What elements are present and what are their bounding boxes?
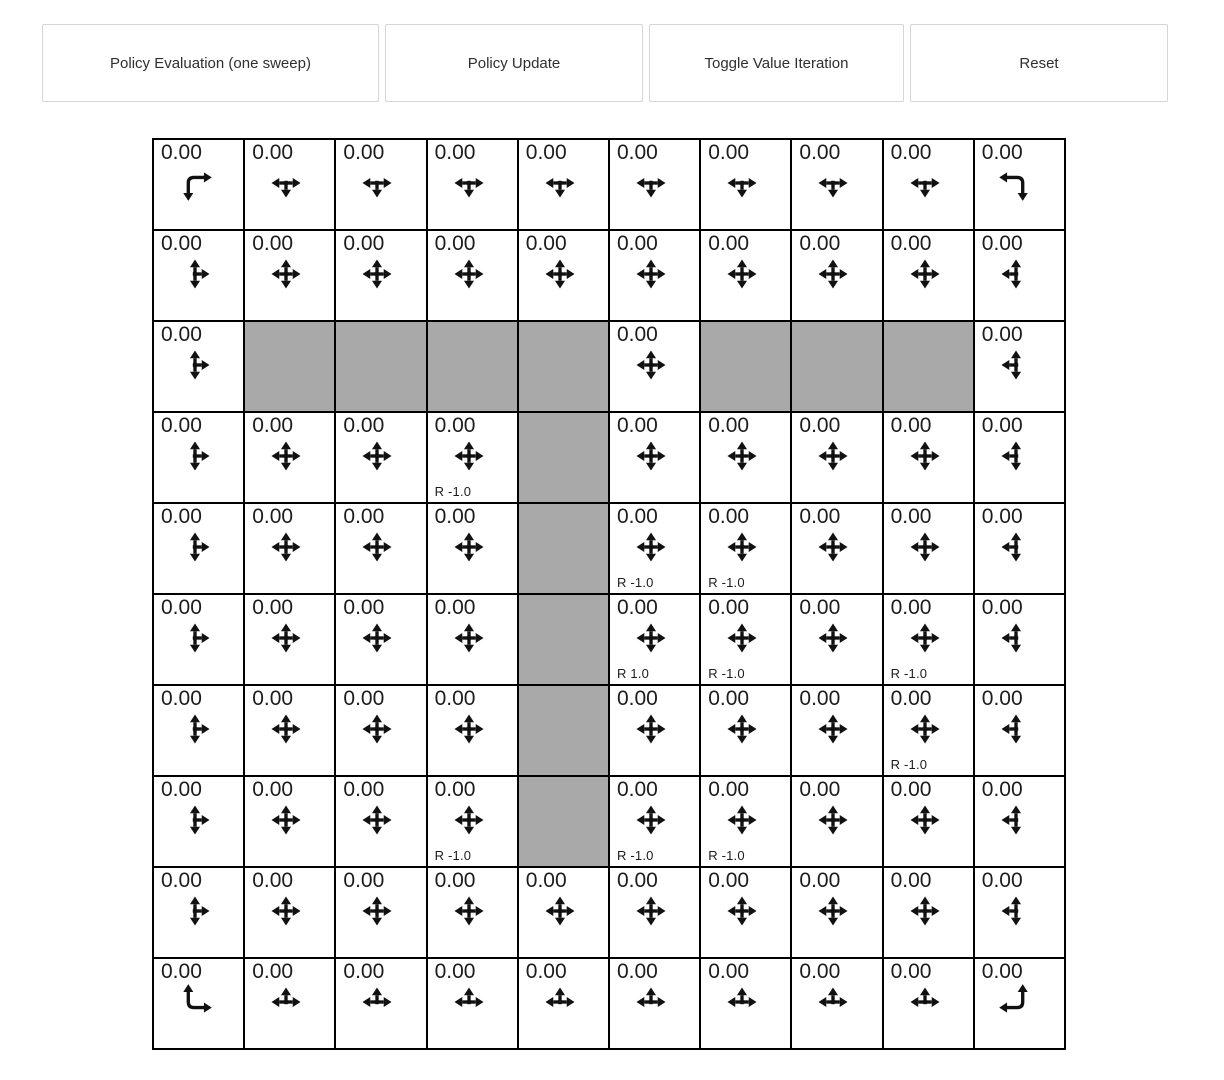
grid-cell-r9c3[interactable] <box>428 959 517 1048</box>
grid-cell-r0c1[interactable] <box>245 140 334 229</box>
cell-value: 0.00 <box>616 778 658 801</box>
cell-value: 0.00 <box>890 232 932 255</box>
cell-value: 0.00 <box>343 505 385 528</box>
policy-down-arrow-left-arrow-right-arrow <box>450 164 488 202</box>
wall-cell-r2c1 <box>245 322 334 411</box>
grid-cell-r1c7[interactable] <box>792 231 881 320</box>
cell-value: 0.00 <box>890 869 932 892</box>
grid-cell-r9c1[interactable] <box>245 959 334 1048</box>
grid-cell-r9c5[interactable] <box>610 959 699 1048</box>
policy-up-arrow-down-arrow-left-arrow-right-arrow <box>267 255 305 293</box>
policy-up-arrow-down-arrow-right-arrow <box>176 619 214 657</box>
grid-cell-r1c9[interactable] <box>975 231 1064 320</box>
cell-value: 0.00 <box>161 960 202 983</box>
policy-up-arrow-down-arrow-left-arrow-right-arrow <box>723 892 761 930</box>
cell-reward-label: R -1.0 <box>616 848 654 863</box>
grid-cell-r4c5[interactable] <box>610 504 699 593</box>
cell-reward-label: R -1.0 <box>434 848 472 863</box>
cell-value: 0.00 <box>161 323 202 346</box>
wall-cell-r7c4 <box>519 777 608 866</box>
wall-cell-r2c6 <box>701 322 790 411</box>
cell-value: 0.00 <box>161 141 202 164</box>
grid-cell-r5c1[interactable] <box>245 595 334 684</box>
grid-cell-r5c9[interactable] <box>975 595 1064 684</box>
policy-up-arrow-left-arrow <box>997 983 1035 1021</box>
grid-cell-r8c3[interactable] <box>428 868 517 957</box>
grid-cell-r4c6[interactable] <box>701 504 790 593</box>
cell-value: 0.00 <box>161 687 202 710</box>
policy-up-arrow-down-arrow-left-arrow-right-arrow <box>906 892 944 930</box>
cell-value: 0.00 <box>799 232 841 255</box>
cell-value: 0.00 <box>434 596 476 619</box>
cell-value: 0.00 <box>799 596 841 619</box>
policy-up-arrow-down-arrow-left-arrow-right-arrow <box>632 710 670 748</box>
cell-value: 0.00 <box>799 414 841 437</box>
cell-value: 0.00 <box>708 596 750 619</box>
cell-value: 0.00 <box>616 505 658 528</box>
policy-up-arrow-down-arrow-left-arrow-right-arrow <box>723 619 761 657</box>
policy-up-arrow-down-arrow-left-arrow-right-arrow <box>814 801 852 839</box>
cell-value: 0.00 <box>343 232 385 255</box>
cell-value: 0.00 <box>799 960 841 983</box>
wall-cell-r2c3 <box>428 322 517 411</box>
cell-value: 0.00 <box>890 596 932 619</box>
grid-cell-r1c4[interactable] <box>519 231 608 320</box>
grid-cell-r7c1[interactable] <box>245 777 334 866</box>
policy-up-arrow-down-arrow-left-arrow <box>997 710 1035 748</box>
policy-up-arrow-down-arrow-right-arrow <box>176 437 214 475</box>
cell-value: 0.00 <box>525 869 567 892</box>
policy-up-arrow-down-arrow-left-arrow-right-arrow <box>267 710 305 748</box>
policy-up-arrow-down-arrow-left-arrow-right-arrow <box>723 255 761 293</box>
wall-cell-r3c4 <box>519 413 608 502</box>
policy-up-arrow-down-arrow-left-arrow-right-arrow <box>632 437 670 475</box>
policy-up-arrow-down-arrow-left-arrow-right-arrow <box>358 892 396 930</box>
policy-up-arrow-down-arrow-right-arrow <box>176 801 214 839</box>
policy-up-arrow-left-arrow-right-arrow <box>541 983 579 1021</box>
grid-cell-r8c0[interactable] <box>154 868 243 957</box>
cell-value: 0.00 <box>252 687 294 710</box>
cell-value: 0.00 <box>799 687 841 710</box>
grid-cell-r0c5[interactable] <box>610 140 699 229</box>
cell-value: 0.00 <box>981 141 1023 164</box>
cell-value: 0.00 <box>981 778 1023 801</box>
cell-value: 0.00 <box>161 869 202 892</box>
grid-cell-r6c0[interactable] <box>154 686 243 775</box>
policy-up-arrow-left-arrow-right-arrow <box>450 983 488 1021</box>
cell-reward-label: R -1.0 <box>708 848 745 863</box>
cell-value: 0.00 <box>890 505 932 528</box>
cell-value: 0.00 <box>708 869 750 892</box>
policy-up-arrow-down-arrow-left-arrow <box>997 255 1035 293</box>
grid-cell-r3c2[interactable] <box>336 413 425 502</box>
policy-up-arrow-down-arrow-left-arrow-right-arrow <box>450 619 488 657</box>
grid-cell-r5c2[interactable] <box>336 595 425 684</box>
toolbar <box>42 24 1168 102</box>
grid-cell-r3c6[interactable] <box>701 413 790 502</box>
grid-cell-r1c2[interactable] <box>336 231 425 320</box>
policy-up-arrow-left-arrow-right-arrow <box>814 983 852 1021</box>
grid-cell-r8c7[interactable] <box>792 868 881 957</box>
policy-up-arrow-down-arrow-left-arrow-right-arrow <box>358 528 396 566</box>
grid-cell-r0c4[interactable] <box>519 140 608 229</box>
policy-up-arrow-down-arrow-left-arrow <box>997 619 1035 657</box>
cell-value: 0.00 <box>252 141 294 164</box>
policy-up-arrow-down-arrow-left-arrow <box>997 346 1035 384</box>
policy-down-arrow-left-arrow <box>997 164 1035 202</box>
grid-cell-r3c1[interactable] <box>245 413 334 502</box>
policy-up-arrow-down-arrow-left-arrow-right-arrow <box>358 255 396 293</box>
grid-cell-r6c3[interactable] <box>428 686 517 775</box>
grid-cell-r1c5[interactable] <box>610 231 699 320</box>
wall-cell-r2c4 <box>519 322 608 411</box>
policy-down-arrow-left-arrow-right-arrow <box>267 164 305 202</box>
cell-value: 0.00 <box>981 960 1023 983</box>
cell-value: 0.00 <box>890 141 932 164</box>
cell-value: 0.00 <box>616 232 658 255</box>
grid-cell-r9c6[interactable] <box>701 959 790 1048</box>
cell-value: 0.00 <box>616 869 658 892</box>
cell-reward-label: R -1.0 <box>890 666 928 681</box>
policy-up-arrow-left-arrow-right-arrow <box>267 983 305 1021</box>
cell-value: 0.00 <box>252 596 294 619</box>
grid-cell-r8c9[interactable] <box>975 868 1064 957</box>
policy-up-arrow-down-arrow-left-arrow-right-arrow <box>358 437 396 475</box>
cell-value: 0.00 <box>252 505 294 528</box>
cell-value: 0.00 <box>434 232 476 255</box>
cell-value: 0.00 <box>981 505 1023 528</box>
policy-up-arrow-down-arrow-left-arrow-right-arrow <box>814 892 852 930</box>
grid-cell-r1c0[interactable] <box>154 231 243 320</box>
grid-cell-r8c5[interactable] <box>610 868 699 957</box>
policy-up-arrow-down-arrow-left-arrow <box>997 801 1035 839</box>
policy-up-arrow-down-arrow-left-arrow-right-arrow <box>906 528 944 566</box>
cell-value: 0.00 <box>708 505 750 528</box>
cell-value: 0.00 <box>981 596 1023 619</box>
cell-value: 0.00 <box>343 687 385 710</box>
cell-value: 0.00 <box>708 414 750 437</box>
grid-cell-r7c0[interactable] <box>154 777 243 866</box>
policy-up-arrow-down-arrow-left-arrow-right-arrow <box>450 892 488 930</box>
policy-up-arrow-down-arrow-left-arrow-right-arrow <box>632 619 670 657</box>
grid-cell-r6c1[interactable] <box>245 686 334 775</box>
policy-up-arrow-left-arrow-right-arrow <box>723 983 761 1021</box>
cell-value: 0.00 <box>161 414 202 437</box>
grid-cell-r9c9[interactable] <box>975 959 1064 1048</box>
policy-up-arrow-down-arrow-left-arrow-right-arrow <box>906 801 944 839</box>
grid-cell-r0c3[interactable] <box>428 140 517 229</box>
wall-cell-r5c4 <box>519 595 608 684</box>
policy-up-arrow-down-arrow-left-arrow-right-arrow <box>267 801 305 839</box>
grid-cell-r0c8[interactable] <box>884 140 973 229</box>
cell-value: 0.00 <box>616 960 658 983</box>
cell-value: 0.00 <box>890 414 932 437</box>
cell-value: 0.00 <box>434 141 476 164</box>
grid-cell-r5c0[interactable] <box>154 595 243 684</box>
grid-cell-r9c2[interactable] <box>336 959 425 1048</box>
grid-cell-r3c9[interactable] <box>975 413 1064 502</box>
policy-up-arrow-down-arrow-left-arrow-right-arrow <box>814 528 852 566</box>
cell-value: 0.00 <box>616 141 658 164</box>
cell-value: 0.00 <box>708 687 750 710</box>
cell-value: 0.00 <box>252 960 294 983</box>
policy-down-arrow-left-arrow-right-arrow <box>541 164 579 202</box>
cell-value: 0.00 <box>343 141 385 164</box>
policy-up-arrow-down-arrow-left-arrow-right-arrow <box>267 437 305 475</box>
policy-up-arrow-left-arrow-right-arrow <box>632 983 670 1021</box>
gridworld-grid <box>152 138 1066 1050</box>
cell-value: 0.00 <box>890 778 932 801</box>
policy-up-arrow-down-arrow-left-arrow-right-arrow <box>814 710 852 748</box>
grid-cell-r4c9[interactable] <box>975 504 1064 593</box>
policy-up-arrow-down-arrow-left-arrow-right-arrow <box>450 528 488 566</box>
policy-up-arrow-down-arrow-left-arrow-right-arrow <box>632 528 670 566</box>
cell-value: 0.00 <box>981 687 1023 710</box>
grid-cell-r1c3[interactable] <box>428 231 517 320</box>
cell-value: 0.00 <box>981 232 1023 255</box>
cell-value: 0.00 <box>252 232 294 255</box>
policy-up-arrow-down-arrow-right-arrow <box>176 255 214 293</box>
grid-cell-r4c3[interactable] <box>428 504 517 593</box>
grid-cell-r3c8[interactable] <box>884 413 973 502</box>
grid-cell-r6c9[interactable] <box>975 686 1064 775</box>
cell-value: 0.00 <box>161 778 202 801</box>
policy-up-arrow-down-arrow-left-arrow <box>997 892 1035 930</box>
grid-cell-r4c1[interactable] <box>245 504 334 593</box>
grid-cell-r6c6[interactable] <box>701 686 790 775</box>
cell-value: 0.00 <box>252 414 294 437</box>
cell-value: 0.00 <box>708 778 750 801</box>
policy-up-arrow-down-arrow-left-arrow-right-arrow <box>450 255 488 293</box>
policy-up-arrow-down-arrow-left-arrow-right-arrow <box>450 437 488 475</box>
grid-cell-r5c8[interactable] <box>884 595 973 684</box>
cell-value: 0.00 <box>708 960 750 983</box>
cell-value: 0.00 <box>525 232 567 255</box>
grid-cell-r8c1[interactable] <box>245 868 334 957</box>
wall-cell-r2c8 <box>884 322 973 411</box>
policy-up-arrow-down-arrow-right-arrow <box>176 346 214 384</box>
policy-down-arrow-right-arrow <box>176 164 214 202</box>
cell-value: 0.00 <box>434 960 476 983</box>
cell-value: 0.00 <box>616 687 658 710</box>
grid-cell-r7c6[interactable] <box>701 777 790 866</box>
grid-cell-r2c0[interactable] <box>154 322 243 411</box>
grid-cell-r6c5[interactable] <box>610 686 699 775</box>
policy-up-arrow-down-arrow-left-arrow-right-arrow <box>632 892 670 930</box>
policy-up-arrow-left-arrow-right-arrow <box>906 983 944 1021</box>
policy-up-arrow-down-arrow-right-arrow <box>176 710 214 748</box>
cell-value: 0.00 <box>799 869 841 892</box>
grid-cell-r6c7[interactable] <box>792 686 881 775</box>
grid-cell-r0c9[interactable] <box>975 140 1064 229</box>
grid-cell-r7c2[interactable] <box>336 777 425 866</box>
grid-cell-r6c8[interactable] <box>884 686 973 775</box>
policy-up-arrow-down-arrow-left-arrow-right-arrow <box>358 619 396 657</box>
cell-value: 0.00 <box>525 141 567 164</box>
grid-cell-r3c3[interactable] <box>428 413 517 502</box>
policy-up-arrow-down-arrow-left-arrow-right-arrow <box>632 801 670 839</box>
policy-up-arrow-down-arrow-left-arrow-right-arrow <box>450 801 488 839</box>
wall-cell-r2c7 <box>792 322 881 411</box>
grid-cell-r7c7[interactable] <box>792 777 881 866</box>
policy-up-arrow-down-arrow-left-arrow-right-arrow <box>814 255 852 293</box>
cell-reward-label: R 1.0 <box>616 666 650 681</box>
wall-cell-r6c4 <box>519 686 608 775</box>
reset-button[interactable]: Reset <box>910 24 1168 102</box>
policy-update-button[interactable]: Policy Update <box>385 24 643 102</box>
policy-down-arrow-left-arrow-right-arrow <box>906 164 944 202</box>
cell-value: 0.00 <box>616 323 658 346</box>
grid-cell-r0c7[interactable] <box>792 140 881 229</box>
cell-value: 0.00 <box>890 687 932 710</box>
cell-reward-label: R -1.0 <box>708 575 745 590</box>
grid-cell-r6c2[interactable] <box>336 686 425 775</box>
cell-reward-label: R -1.0 <box>890 757 928 772</box>
policy-down-arrow-left-arrow-right-arrow <box>814 164 852 202</box>
policy-up-arrow-down-arrow-left-arrow-right-arrow <box>723 710 761 748</box>
grid-cell-r8c8[interactable] <box>884 868 973 957</box>
cell-value: 0.00 <box>525 960 567 983</box>
cell-value: 0.00 <box>799 778 841 801</box>
grid-cell-r9c0[interactable] <box>154 959 243 1048</box>
grid-cell-r1c8[interactable] <box>884 231 973 320</box>
policy-up-arrow-down-arrow-left-arrow-right-arrow <box>267 892 305 930</box>
grid-cell-r9c8[interactable] <box>884 959 973 1048</box>
cell-value: 0.00 <box>616 596 658 619</box>
grid-cell-r2c9[interactable] <box>975 322 1064 411</box>
grid-cell-r0c6[interactable] <box>701 140 790 229</box>
toggle-value-iteration-button[interactable]: Toggle Value Iteration <box>649 24 904 102</box>
policy-up-arrow-down-arrow-left-arrow-right-arrow <box>358 801 396 839</box>
policy-up-arrow-down-arrow-left-arrow-right-arrow <box>814 619 852 657</box>
cell-value: 0.00 <box>981 414 1023 437</box>
policy-up-arrow-down-arrow-left-arrow-right-arrow <box>723 437 761 475</box>
policy-up-arrow-down-arrow-left-arrow-right-arrow <box>723 528 761 566</box>
policy-up-arrow-down-arrow-left-arrow <box>997 437 1035 475</box>
cell-value: 0.00 <box>981 869 1023 892</box>
cell-value: 0.00 <box>799 141 841 164</box>
cell-value: 0.00 <box>161 505 202 528</box>
grid-cell-r8c2[interactable] <box>336 868 425 957</box>
grid-cell-r1c1[interactable] <box>245 231 334 320</box>
policy-up-arrow-down-arrow-left-arrow-right-arrow <box>906 255 944 293</box>
policy-up-arrow-down-arrow-left-arrow <box>997 528 1035 566</box>
policy-up-arrow-down-arrow-left-arrow-right-arrow <box>450 710 488 748</box>
cell-value: 0.00 <box>343 596 385 619</box>
grid-cell-r7c5[interactable] <box>610 777 699 866</box>
cell-value: 0.00 <box>343 960 385 983</box>
policy-up-arrow-down-arrow-left-arrow-right-arrow <box>906 710 944 748</box>
grid-cell-r5c5[interactable] <box>610 595 699 684</box>
cell-value: 0.00 <box>161 232 202 255</box>
grid-cell-r1c6[interactable] <box>701 231 790 320</box>
cell-value: 0.00 <box>161 596 202 619</box>
policy-up-arrow-down-arrow-right-arrow <box>176 892 214 930</box>
grid-cell-r5c6[interactable] <box>701 595 790 684</box>
cell-reward-label: R -1.0 <box>708 666 745 681</box>
policy-up-arrow-down-arrow-left-arrow-right-arrow <box>358 710 396 748</box>
policy-evaluation-button[interactable]: Policy Evaluation (one sweep) <box>42 24 379 102</box>
policy-up-arrow-down-arrow-left-arrow-right-arrow <box>632 255 670 293</box>
grid-cell-r7c9[interactable] <box>975 777 1064 866</box>
cell-value: 0.00 <box>981 323 1023 346</box>
grid-cell-r9c4[interactable] <box>519 959 608 1048</box>
cell-value: 0.00 <box>252 869 294 892</box>
cell-value: 0.00 <box>708 232 750 255</box>
policy-up-arrow-down-arrow-left-arrow-right-arrow <box>906 619 944 657</box>
cell-value: 0.00 <box>890 960 932 983</box>
grid-cell-r4c0[interactable] <box>154 504 243 593</box>
policy-up-arrow-down-arrow-left-arrow-right-arrow <box>632 346 670 384</box>
cell-value: 0.00 <box>343 869 385 892</box>
policy-up-arrow-right-arrow <box>176 983 214 1021</box>
grid-cell-r3c5[interactable] <box>610 413 699 502</box>
grid-cell-r0c0[interactable] <box>154 140 243 229</box>
grid-cell-r7c3[interactable] <box>428 777 517 866</box>
policy-up-arrow-left-arrow-right-arrow <box>358 983 396 1021</box>
grid-cell-r7c8[interactable] <box>884 777 973 866</box>
policy-up-arrow-down-arrow-left-arrow-right-arrow <box>267 619 305 657</box>
policy-down-arrow-left-arrow-right-arrow <box>723 164 761 202</box>
cell-value: 0.00 <box>434 505 476 528</box>
policy-up-arrow-down-arrow-left-arrow-right-arrow <box>906 437 944 475</box>
policy-down-arrow-left-arrow-right-arrow <box>358 164 396 202</box>
policy-up-arrow-down-arrow-left-arrow-right-arrow <box>723 801 761 839</box>
grid-cell-r8c4[interactable] <box>519 868 608 957</box>
cell-value: 0.00 <box>343 414 385 437</box>
grid-cell-r4c2[interactable] <box>336 504 425 593</box>
policy-up-arrow-down-arrow-left-arrow-right-arrow <box>541 892 579 930</box>
policy-down-arrow-left-arrow-right-arrow <box>632 164 670 202</box>
cell-value: 0.00 <box>616 414 658 437</box>
policy-up-arrow-down-arrow-left-arrow-right-arrow <box>814 437 852 475</box>
grid-cell-r0c2[interactable] <box>336 140 425 229</box>
cell-value: 0.00 <box>434 778 476 801</box>
cell-value: 0.00 <box>434 687 476 710</box>
grid-cell-r5c7[interactable] <box>792 595 881 684</box>
policy-up-arrow-down-arrow-left-arrow-right-arrow <box>541 255 579 293</box>
grid-cell-r9c7[interactable] <box>792 959 881 1048</box>
cell-value: 0.00 <box>434 414 476 437</box>
cell-value: 0.00 <box>799 505 841 528</box>
cell-reward-label: R -1.0 <box>434 484 472 499</box>
cell-value: 0.00 <box>434 869 476 892</box>
grid-cell-r2c5[interactable] <box>610 322 699 411</box>
wall-cell-r2c2 <box>336 322 425 411</box>
grid-cell-r3c0[interactable] <box>154 413 243 502</box>
policy-up-arrow-down-arrow-right-arrow <box>176 528 214 566</box>
cell-value: 0.00 <box>343 778 385 801</box>
grid-cell-r4c8[interactable] <box>884 504 973 593</box>
grid-cell-r8c6[interactable] <box>701 868 790 957</box>
cell-value: 0.00 <box>708 141 750 164</box>
cell-reward-label: R -1.0 <box>616 575 654 590</box>
cell-value: 0.00 <box>252 778 294 801</box>
grid-cell-r5c3[interactable] <box>428 595 517 684</box>
wall-cell-r4c4 <box>519 504 608 593</box>
grid-cell-r4c7[interactable] <box>792 504 881 593</box>
grid-cell-r3c7[interactable] <box>792 413 881 502</box>
policy-up-arrow-down-arrow-left-arrow-right-arrow <box>267 528 305 566</box>
